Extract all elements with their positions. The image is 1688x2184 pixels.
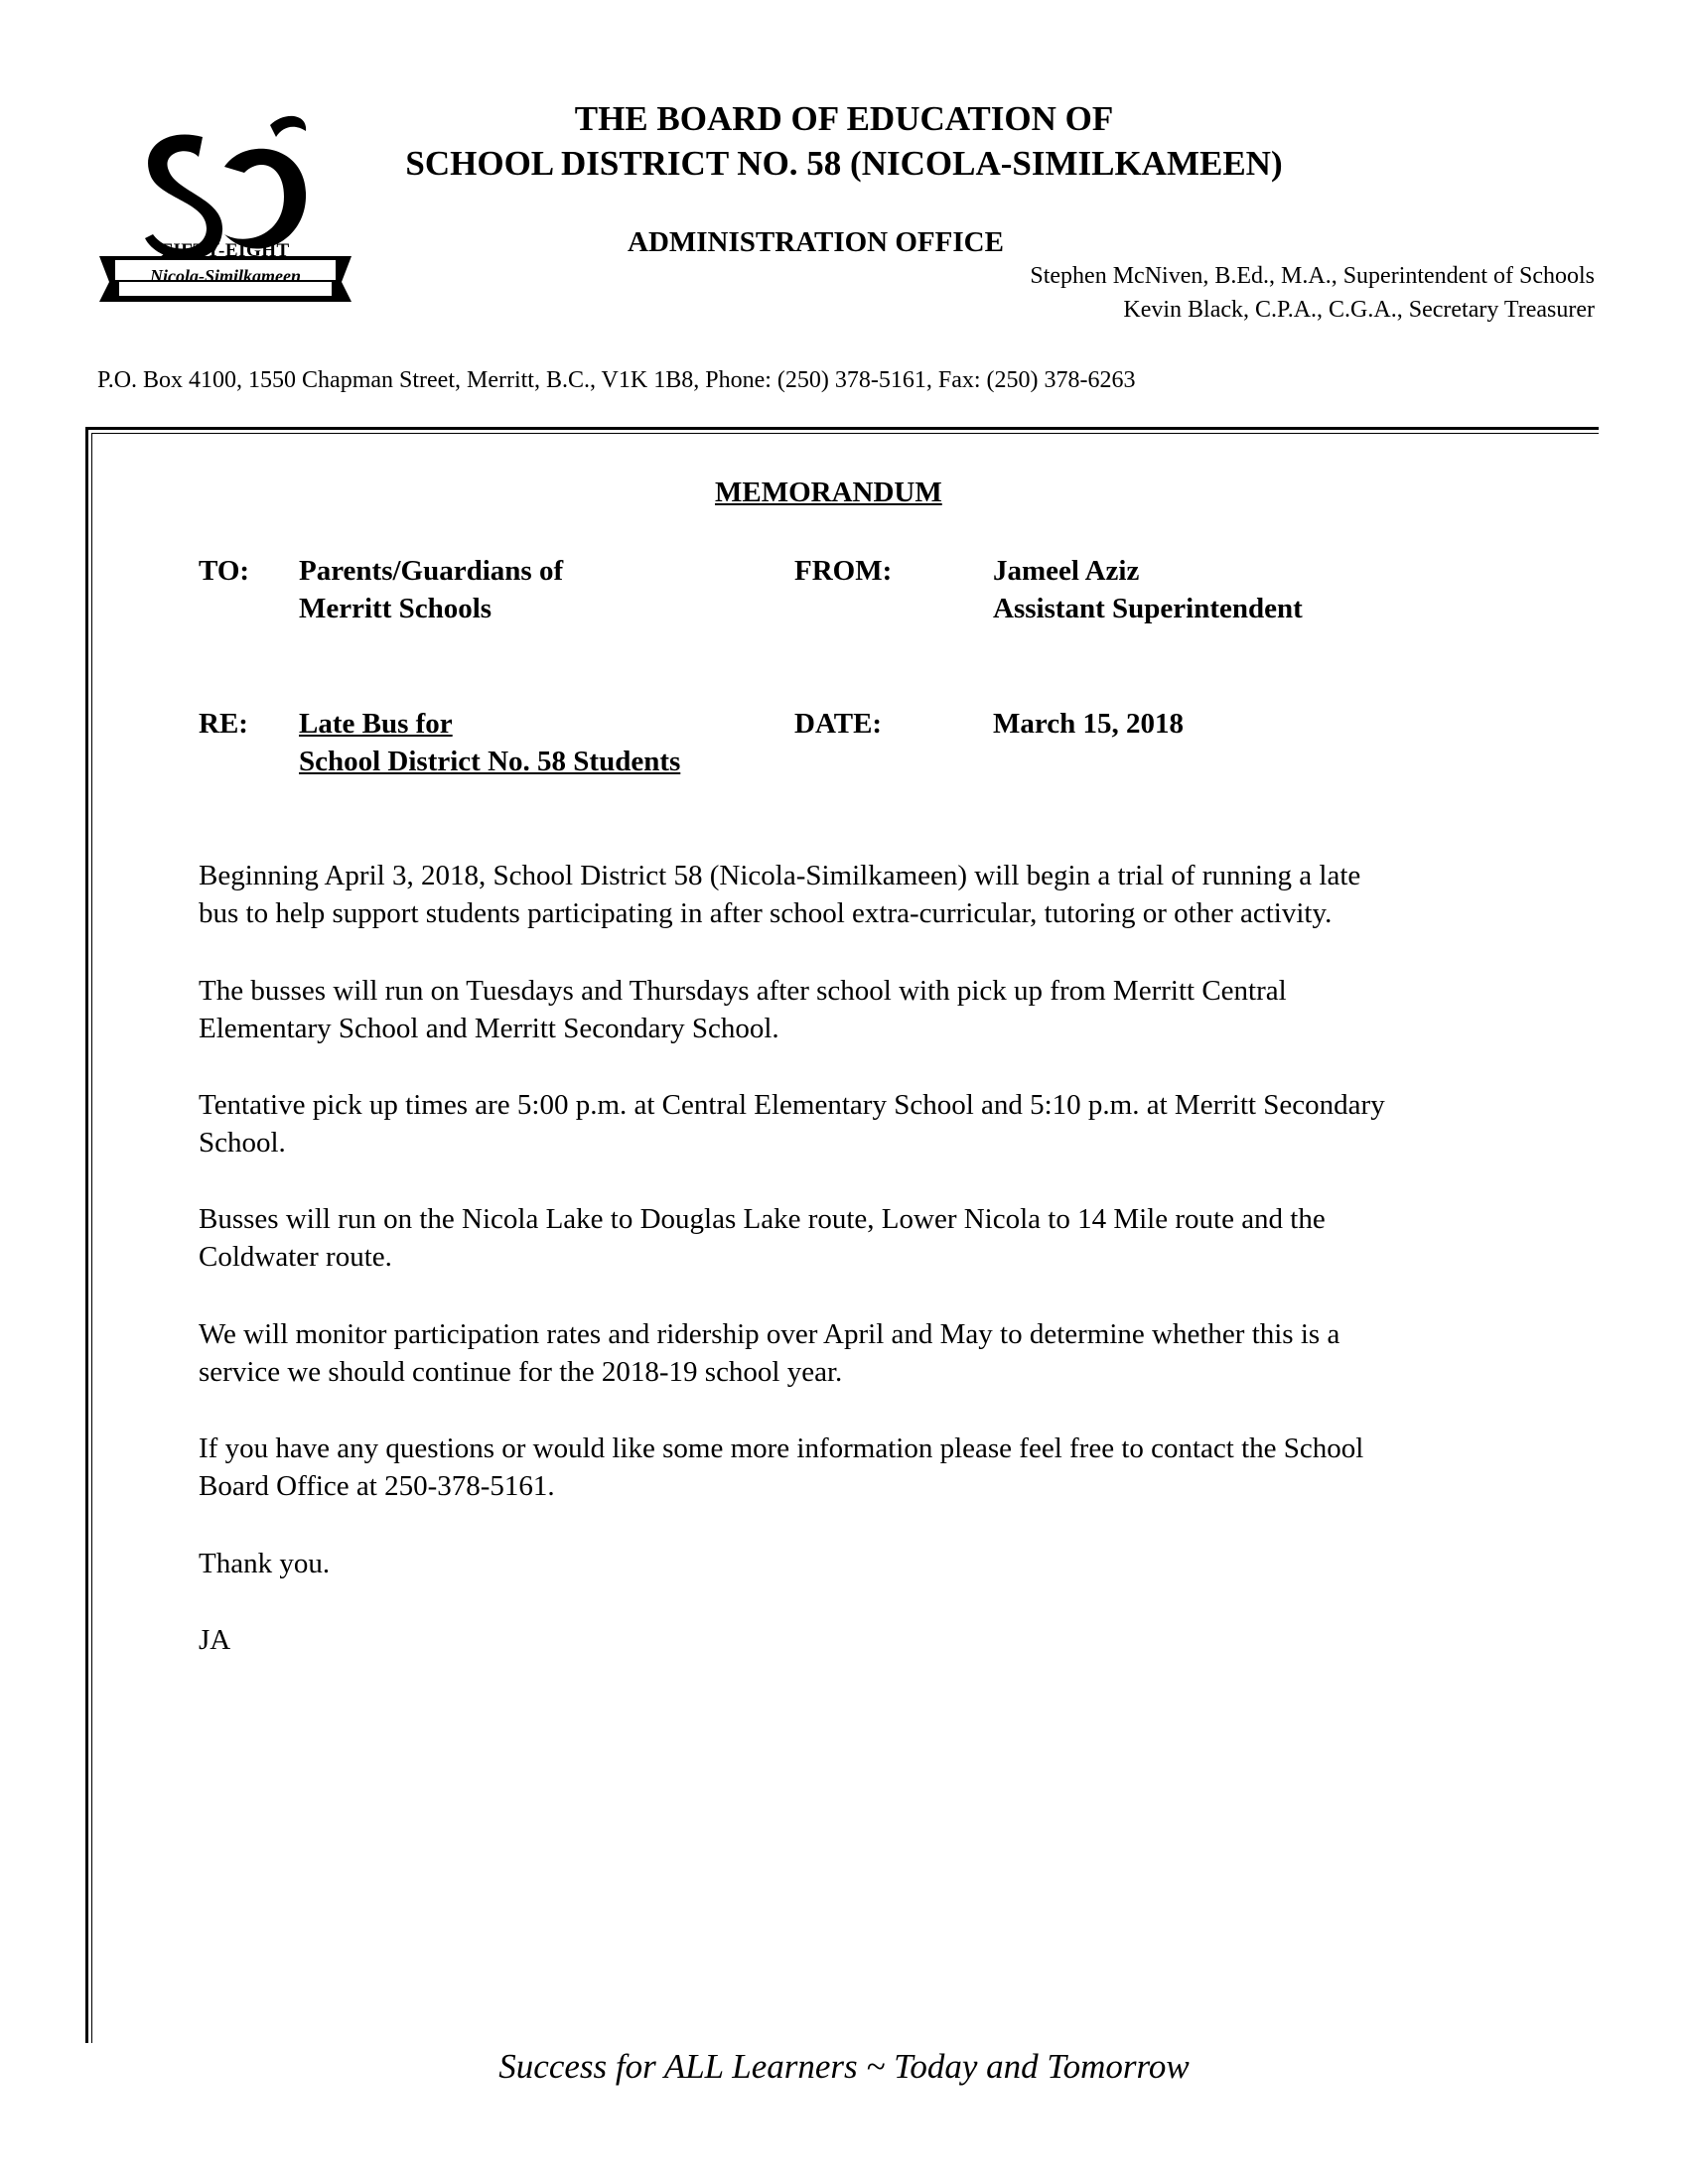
memo-title: MEMORANDUM [715, 477, 942, 508]
paragraph-line: service we should continue for the 2018-19 school year. [199, 1356, 843, 1388]
to-line: Merritt Schools [299, 593, 492, 624]
from-label: FROM: [794, 555, 893, 587]
logo-top-text: FIFTY-EIGHT [161, 240, 290, 261]
paragraph-line: Elementary School and Merritt Secondary School. [199, 1013, 779, 1044]
body-paragraph [199, 857, 1589, 932]
paragraph-line: If you have any questions or would like some more information please feel free to contact the School [199, 1433, 1364, 1464]
paragraph-line: The busses will run on Tuesdays and Thursdays after school with pick up from Merritt Central [199, 975, 1287, 1007]
board-title-line1: THE BOARD OF EDUCATION OF [574, 99, 1114, 138]
to-value [299, 552, 563, 627]
body-paragraph [199, 1430, 1589, 1505]
board-title-line2: SCHOOL DISTRICT NO. 58 (NICOLA-SIMILKAMEEN) [405, 144, 1283, 183]
left-rule-thin [91, 433, 92, 2043]
contact-address: P.O. Box 4100, 1550 Chapman Street, Merritt, B.C., V1K 1B8, Phone: (250) 378-5161, Fax: (250) 378-6263 [97, 367, 1136, 393]
re-line: School District No. 58 Students [299, 746, 681, 777]
re-value [299, 705, 680, 780]
date-label: DATE: [794, 708, 883, 740]
left-rule-thick [85, 427, 88, 2043]
author-initials: JA [199, 1624, 231, 1656]
to-label: TO: [199, 555, 250, 587]
secretary-treasurer-line: Kevin Black, C.P.A., C.G.A., Secretary Treasurer [1123, 297, 1595, 323]
body-paragraph [199, 1315, 1589, 1391]
paragraph-line: Tentative pick up times are 5:00 p.m. at Central Elementary School and 5:10 p.m. at Merritt Secondary [199, 1089, 1385, 1121]
paragraph-line: Busses will run on the Nicola Lake to Douglas Lake route, Lower Nicola to 14 Mile route and the [199, 1203, 1326, 1235]
re-label: RE: [199, 708, 248, 740]
from-line: Assistant Superintendent [993, 593, 1303, 624]
from-line: Jameel Aziz [993, 555, 1140, 587]
paragraph-line: School. [199, 1127, 286, 1159]
paragraph-line: Board Office at 250-378-5161. [199, 1470, 555, 1502]
paragraph-line: Coldwater route. [199, 1241, 392, 1273]
body-paragraph [199, 1200, 1589, 1276]
top-rule-thick [85, 427, 1599, 430]
to-line: Parents/Guardians of [299, 555, 564, 587]
closing-text: Thank you. [199, 1548, 331, 1579]
top-rule-thin [91, 433, 1599, 434]
paragraph-line: Beginning April 3, 2018, School District 58 (Nicola-Similkameen) will begin a trial of running a late [199, 860, 1361, 891]
footer-motto: Success for ALL Learners ~ Today and Tomorrow [498, 2047, 1190, 2086]
district-logo [95, 107, 355, 311]
paragraph-line: bus to help support students participating in after school extra-curricular, tutoring or other activity. [199, 897, 1333, 929]
re-line: Late Bus for [299, 708, 453, 740]
from-value [993, 552, 1303, 627]
superintendent-line: Stephen McNiven, B.Ed., M.A., Superintendent of Schools [1030, 263, 1595, 289]
paragraph-line: We will monitor participation rates and ridership over April and May to determine whether this is a [199, 1318, 1340, 1350]
body-paragraph [199, 1086, 1589, 1161]
date-value: March 15, 2018 [993, 708, 1184, 740]
body-paragraph [199, 972, 1589, 1047]
logo-bottom-text: Nicola-Similkameen [150, 266, 301, 286]
office-heading: ADMINISTRATION OFFICE [628, 226, 1004, 258]
